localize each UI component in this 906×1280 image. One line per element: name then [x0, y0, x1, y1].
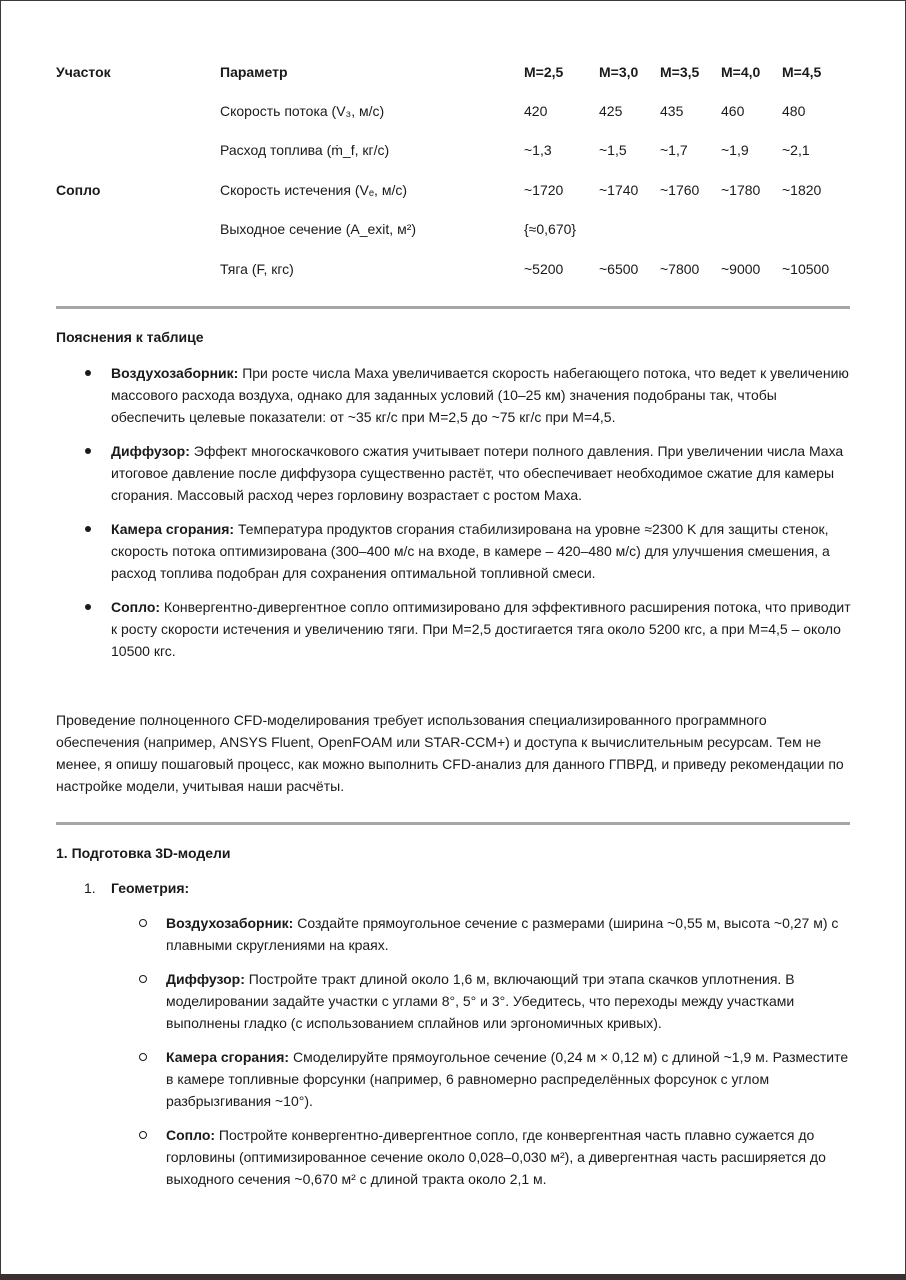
bottom-bar [0, 1274, 906, 1280]
geometry-sublist [56, 912, 852, 1202]
table-row [56, 131, 852, 170]
geometry-term: Камера сгорания: [166, 1049, 290, 1065]
row-section: Сопло [56, 181, 101, 198]
geometry-term: Диффузор: [166, 971, 245, 987]
row-section [56, 91, 220, 130]
notes-heading: Пояснения к таблице [56, 329, 204, 345]
row-value: ~1820 [782, 181, 822, 198]
geometry-text: Смоделируйте прямоугольное сечение (0,24 м × 0,12 м) с длиной ~1,9 м. Разместите в камере топливные форсунки (например, 6 равномерно распределённых форсунок с углом разбрызгивания ~10°). [166, 1049, 849, 1109]
geometry-text: Постройте тракт длиной около 1,6 м, включающий три этапа скачков уплотнения. В моделировании задайте участки с углами 8°, 5° и 3°. Убедитесь, что переходы между участками выполнены гладко (с использованием сплайнов или эргономичных кривых). [166, 971, 795, 1031]
geometry-label: Геометрия: [111, 880, 190, 896]
row-value [782, 210, 852, 249]
header-mach: M=4,5 [782, 63, 822, 80]
note-text: Температура продуктов сгорания стабилизирована на уровне ≈2300 K для защиты стенок, скорость потока оптимизирована (300–400 м/с на входе, в камере – 420–480 м/с) для улучшения смешения, а расход топлива подобран для сохранения оптимальной топливной смеси. [111, 521, 830, 581]
geometry-item [84, 878, 189, 898]
row-value: ~1,9 [721, 142, 749, 159]
row-value: ~1720 [524, 181, 564, 198]
row-parameter: Расход топлива (ṁ_f, кг/с) [220, 142, 390, 159]
table-row [56, 249, 852, 288]
row-value: ~7800 [660, 260, 700, 277]
row-value: ~1740 [599, 181, 639, 198]
row-value: {≈0,670} [524, 221, 577, 238]
geometry-number: 1. [84, 880, 96, 896]
row-parameter: Выходное сечение (A_exit, м²) [220, 221, 417, 238]
note-text: При росте числа Маха увеличивается скорость набегающего потока, что ведет к увеличению массового расхода воздуха, однако для заданных условий (10–25 км) значения подобраны так, чтобы обеспечить целевые показатели: от ~35 кг/с при M=2,5 до ~75 кг/с при M=4,5. [111, 365, 849, 425]
horizontal-rule [56, 822, 850, 825]
row-value: 420 [524, 103, 548, 120]
note-term: Камера сгорания: [111, 521, 235, 537]
table-row [56, 210, 852, 249]
geometry-term: Воздухозаборник: [166, 915, 294, 931]
note-term: Воздухозаборник: [111, 365, 239, 381]
geometry-term: Сопло: [166, 1127, 216, 1143]
row-value [721, 210, 782, 249]
header-mach: M=3,0 [599, 63, 639, 80]
list-item [56, 968, 852, 1034]
parameters-table [56, 52, 852, 288]
horizontal-rule [56, 306, 850, 309]
row-section [56, 131, 220, 170]
list-item [56, 440, 852, 506]
header-parameter: Параметр [220, 63, 288, 80]
row-parameter: Тяга (F, кгс) [220, 260, 294, 277]
list-item [56, 1124, 852, 1190]
header-section: Участок [56, 63, 111, 80]
notes-list [56, 362, 852, 674]
row-value: 435 [660, 103, 684, 120]
table-header-row [56, 52, 852, 91]
row-value [599, 210, 660, 249]
header-mach: M=2,5 [524, 63, 564, 80]
row-value: ~1,3 [524, 142, 552, 159]
list-item [56, 518, 852, 584]
list-item [56, 1046, 852, 1112]
list-item [56, 596, 852, 662]
header-mach: M=3,5 [660, 63, 700, 80]
row-section [56, 249, 220, 288]
note-text: Эффект многоскачкового сжатия учитывает потери полного давления. При увеличении числа Маха итоговое давление после диффузора существенно растёт, что обеспечивает необходимое сжатие для камеры сгорания. Массовый расход через горловину возрастает с ростом Маха. [111, 443, 844, 503]
note-term: Сопло: [111, 599, 161, 615]
list-item [56, 912, 852, 956]
table-row [56, 91, 852, 130]
row-value: ~1,5 [599, 142, 627, 159]
row-section [56, 210, 220, 249]
row-value: ~10500 [782, 260, 830, 277]
row-value [660, 210, 721, 249]
row-value: ~5200 [524, 260, 564, 277]
section-heading: 1. Подготовка 3D-модели [56, 845, 231, 861]
row-value: 480 [782, 103, 806, 120]
row-value: ~9000 [721, 260, 761, 277]
note-text: Конвергентно-дивергентное сопло оптимизировано для эффективного расширения потока, что приводит к росту скорости истечения и увеличению тяги. При M=2,5 достигается тяга около 5200 кгс, а при M=4,5 – около 10500 кгс. [111, 599, 851, 659]
row-value: ~1760 [660, 181, 700, 198]
intro-paragraph: Проведение полноценного CFD-моделирования требует использования специализированного программного обеспечения (например, ANSYS Fluent, OpenFOAM или STAR-CCM+) и доступа к вычислительным ресурсам. Тем не менее, я опишу пошаговый процесс, как можно выполнить CFD-анализ для данного ГПВРД, и приведу рекомендации по настройке модели, учитывая наши расчёты. [56, 712, 844, 794]
note-term: Диффузор: [111, 443, 190, 459]
row-value: 425 [599, 103, 623, 120]
row-value: 460 [721, 103, 745, 120]
list-item [56, 362, 852, 428]
table-row [56, 170, 852, 209]
header-mach: M=4,0 [721, 63, 761, 80]
row-parameter: Скорость истечения (Vₑ, м/с) [220, 181, 408, 198]
row-value: ~1,7 [660, 142, 688, 159]
geometry-text: Постройте конвергентно-дивергентное сопло, где конвергентная часть плавно сужается до горловины (оптимизированное сечение около 0,028–0,030 м²), а дивергентная часть расширяется до выходного сечения ~0,670 м² с длиной тракта около 2,1 м. [166, 1127, 826, 1187]
geometry-text: Создайте прямоугольное сечение с размерами (ширина ~0,55 м, высота ~0,27 м) с плавными скруглениями на краях. [166, 915, 839, 953]
row-value: ~2,1 [782, 142, 810, 159]
row-value: ~6500 [599, 260, 639, 277]
row-parameter: Скорость потока (V₃, м/с) [220, 103, 385, 120]
row-value: ~1780 [721, 181, 761, 198]
